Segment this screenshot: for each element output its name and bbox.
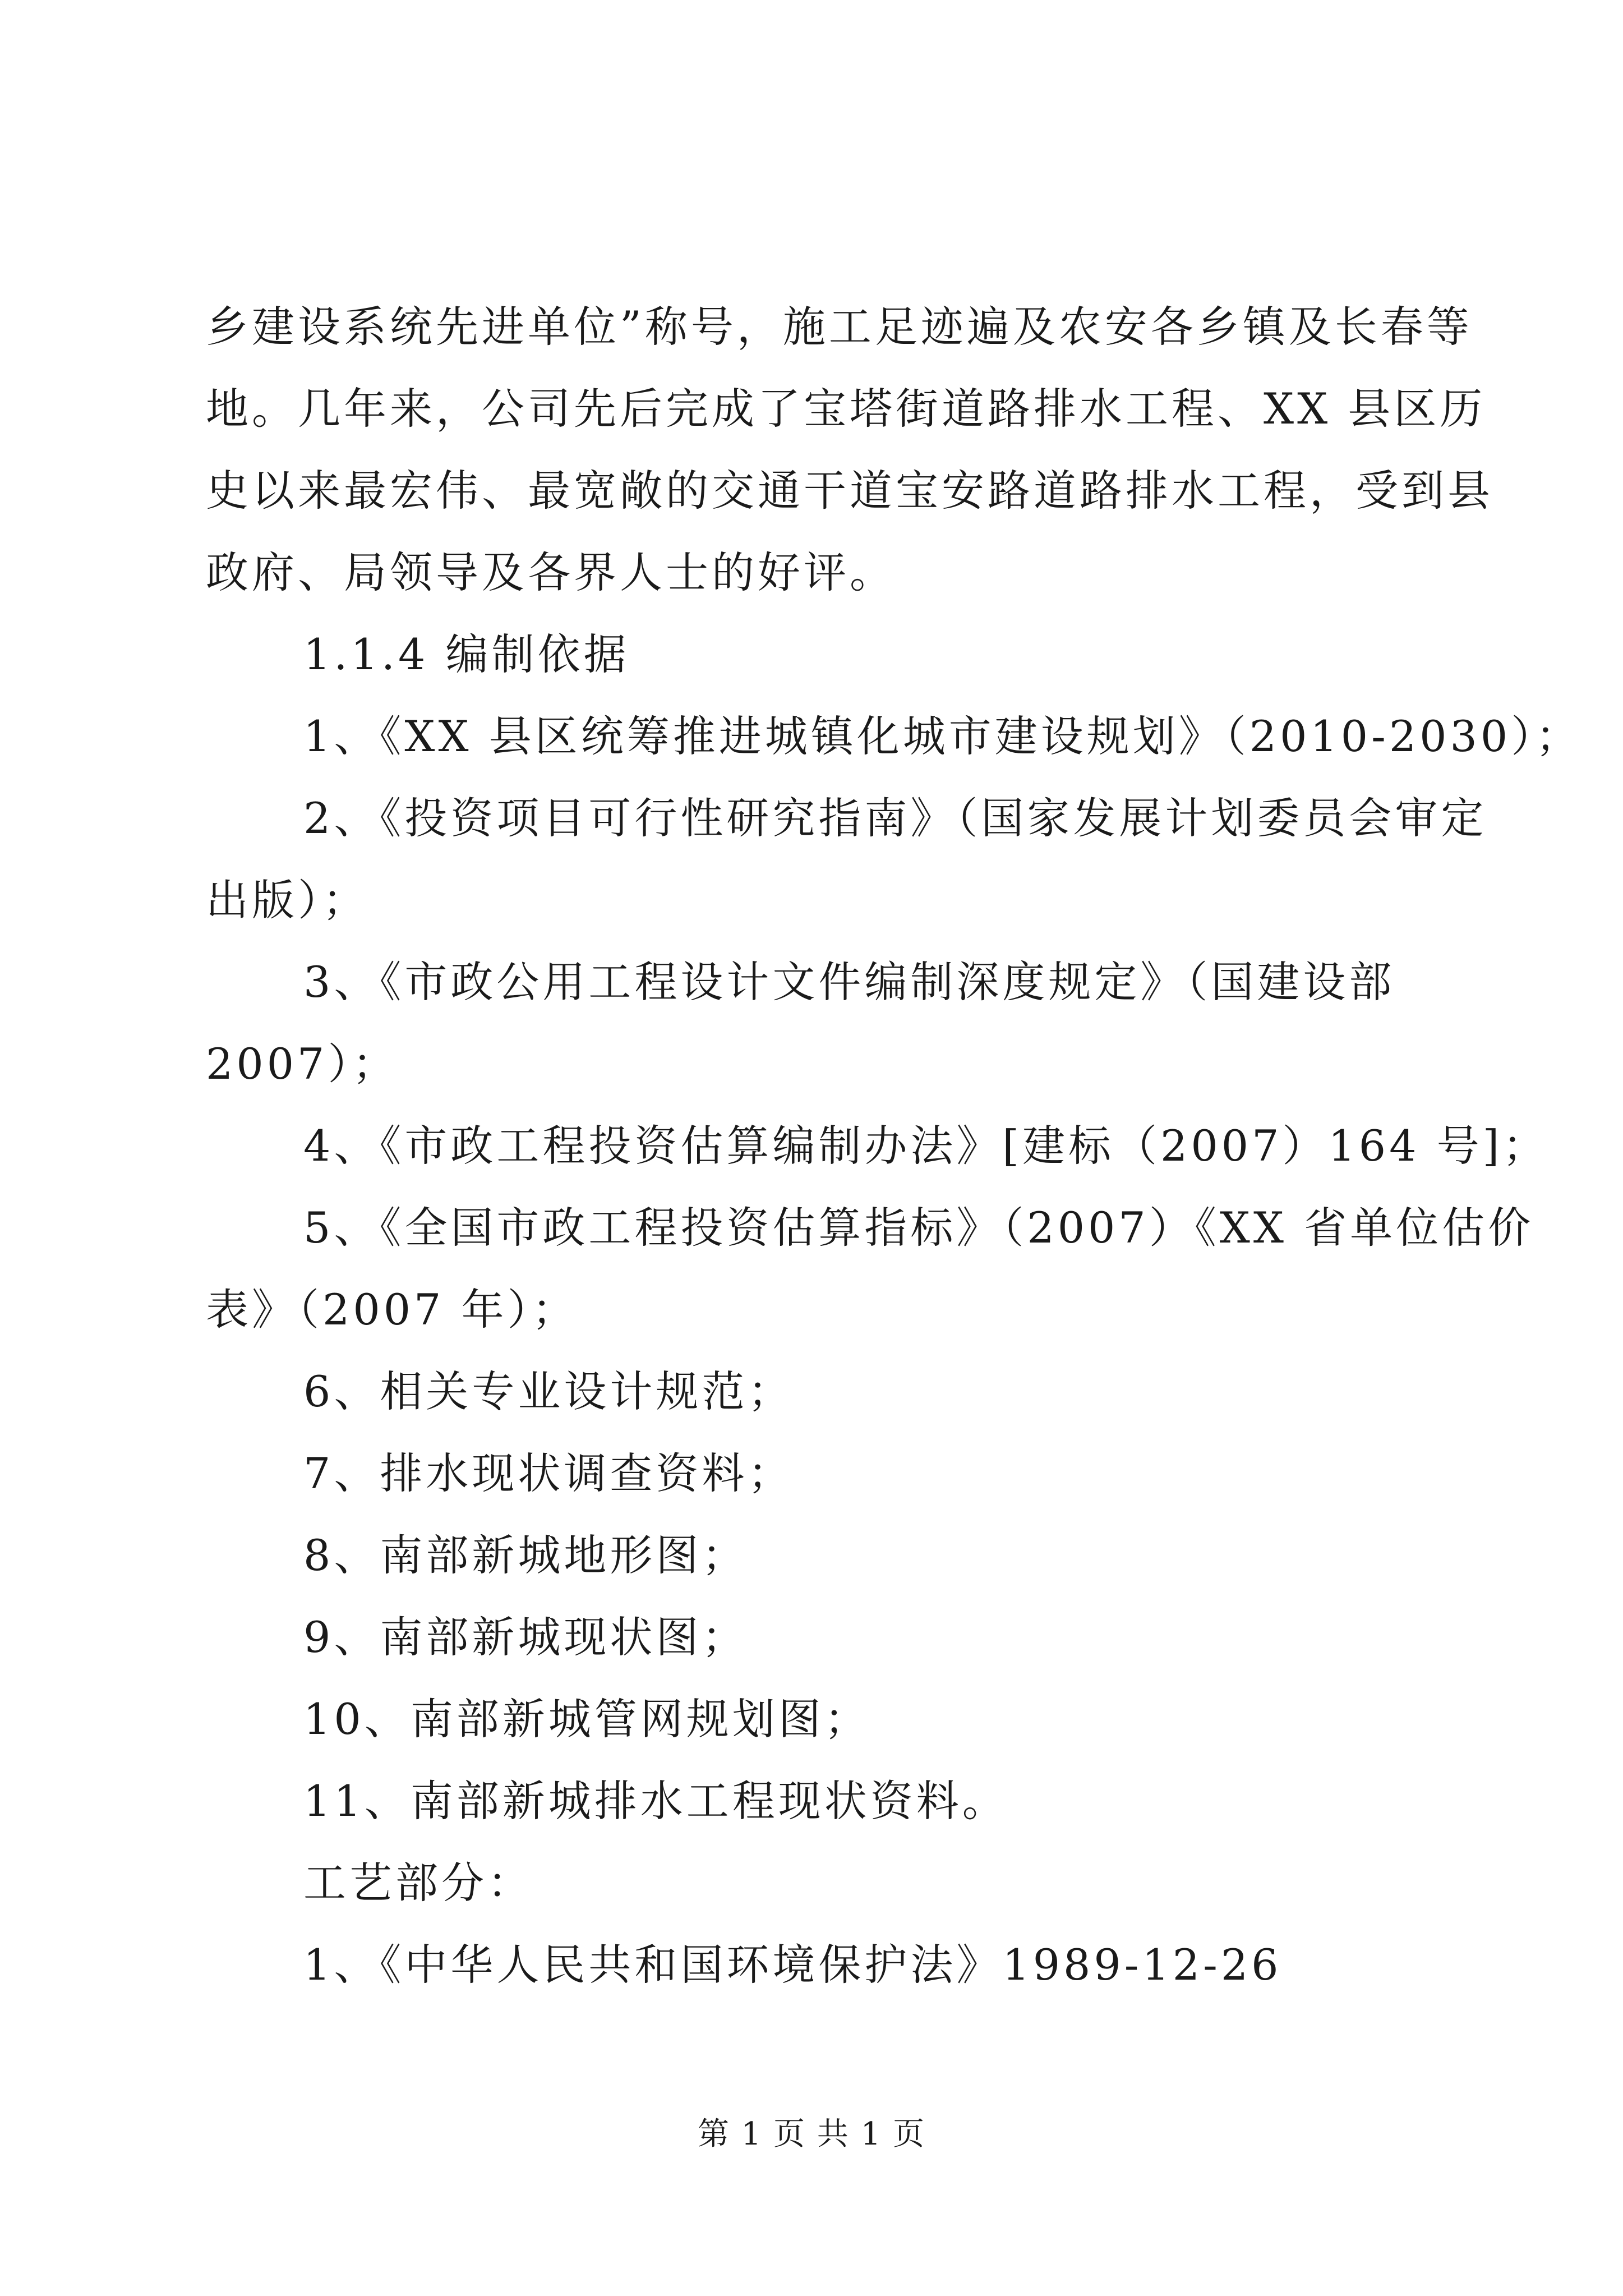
- subsection-heading: 工艺部分：: [303, 1858, 533, 1908]
- text-line: 史以来最宏伟、最宽敞的交通干道宝安路道路排水工程，受到县: [206, 466, 1493, 516]
- list-item: 5、《全国市政工程投资估算指标》（2007）《XX 省单位估价: [303, 1203, 1534, 1253]
- list-item: 4、《市政工程投资估算编制办法》[建标（2007）164 号]；: [303, 1121, 1549, 1171]
- list-item: 8、南部新城地形图；: [303, 1530, 748, 1580]
- list-item: 2、《投资项目可行性研究指南》（国家发展计划委员会审定: [303, 793, 1487, 843]
- list-item: 10、南部新城管网规划图；: [303, 1694, 870, 1744]
- list-item: 6、相关专业设计规范；: [303, 1366, 794, 1416]
- list-item: 9、南部新城现状图；: [303, 1612, 748, 1662]
- body-text: [206, 286, 1582, 2006]
- list-item: 7、排水现状调查资料；: [303, 1448, 794, 1498]
- page-number: 第 1 页 共 1 页: [697, 2116, 926, 2152]
- list-item-continuation: 出版）；: [206, 875, 368, 925]
- text-line: 政府、局领导及各界人士的好评。: [206, 547, 896, 597]
- list-item-continuation: 表》（2007 年）；: [206, 1285, 578, 1335]
- list-item: 1、《XX 县区统筹推进城镇化城市建设规划》（2010-2030）；: [303, 711, 1582, 761]
- section-heading: 1.1.4 编制依据: [303, 629, 630, 679]
- text-line: 地。几年来，公司先后完成了宝塔街道路排水工程、XX 县区历: [206, 384, 1486, 434]
- list-item-continuation: 2007）；: [206, 1039, 399, 1089]
- list-item: 3、《市政公用工程设计文件编制深度规定》（国建设部: [303, 957, 1395, 1007]
- list-item: 11、南部新城排水工程现状资料。: [303, 1776, 1008, 1826]
- text-line: 乡建设系统先进单位”称号，施工足迹遍及农安各乡镇及长春等: [206, 302, 1473, 352]
- list-item: 1、《中华人民共和国环境保护法》1989-12-26: [303, 1940, 1282, 1990]
